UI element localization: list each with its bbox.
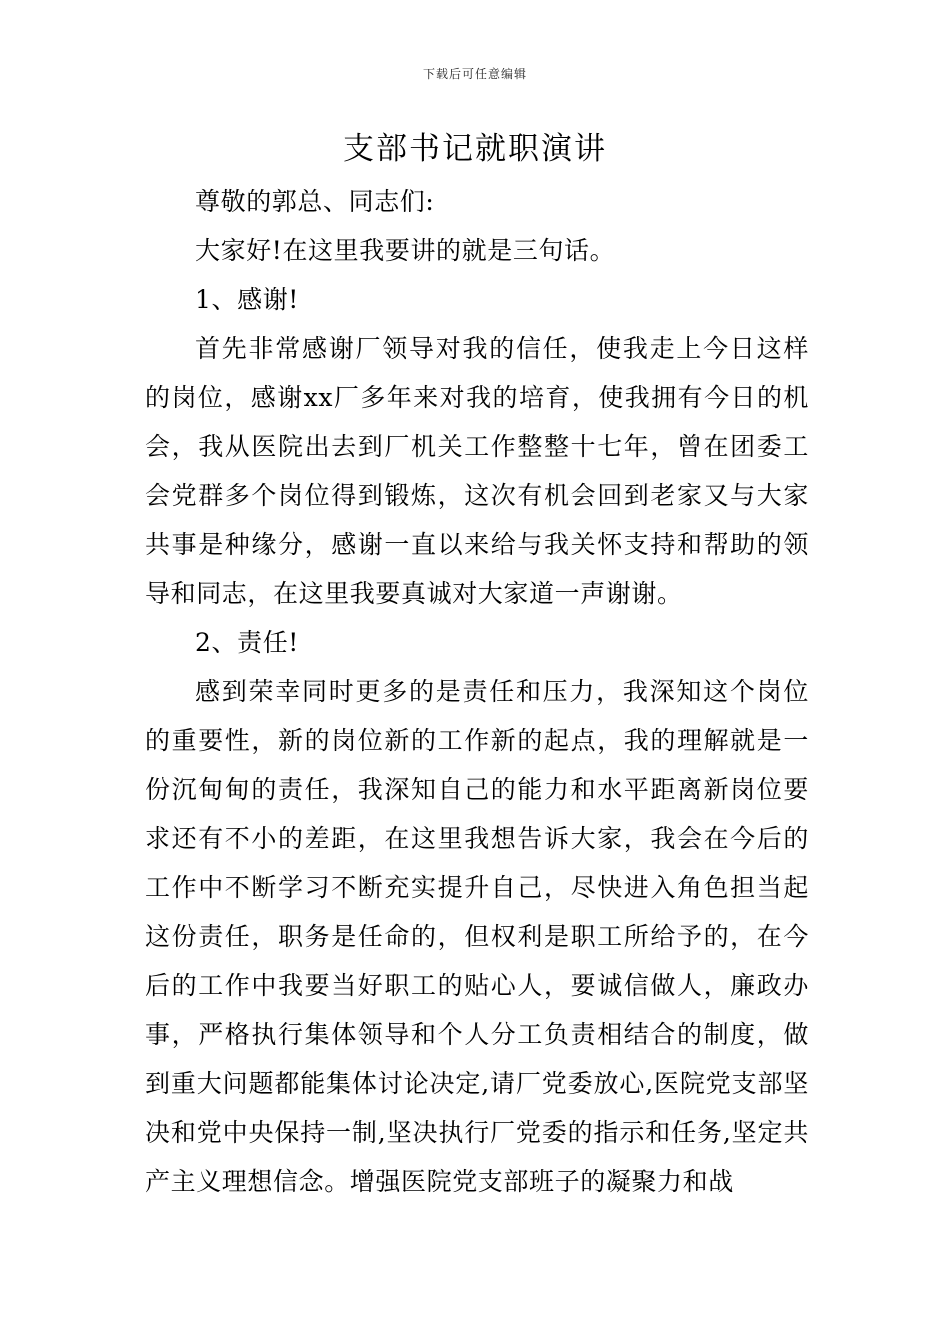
salutation-paragraph: 尊敬的郭总、同志们: bbox=[195, 187, 435, 216]
document-title: 支部书记就职演讲 bbox=[343, 131, 607, 167]
greeting-paragraph: 大家好!在这里我要讲的就是三句话。 bbox=[195, 236, 616, 265]
section-heading-responsibility: 2、责任! bbox=[195, 628, 299, 657]
responsibility-paragraph: 感到荣幸同时更多的是责任和压力，我深知这个岗位的重要性，新的岗位新的工作新的起点，我的理解就是一份沉甸甸的责任，我深知自己的能力和水平距离新岗位要求还有不小的差距，在这里我想告诉大家，我会在今后的工作中不断学习不断充实提升自己，尽快进入角色担当起这份责任，职务是任命的，但权利是职工所给予的，在今后的工作中我要当好职工的贴心人，要诚信做人，廉政办事，严格执行集体领导和个人分工负责相结合的制度，做到重大问题都能集体讨论决定,请厂党委放心,医院党支部坚决和党中央保持一制,坚决执行厂党委的指示和任务,坚定共产主义理想信念。增强医院党支部班子的凝聚力和战 bbox=[145, 677, 809, 1196]
thanks-paragraph: 首先非常感谢厂领导对我的信任，使我走上今日这样的岗位，感谢xx厂多年来对我的培育，使我拥有今日的机会，我从医院出去到厂机关工作整整十七年，曾在团委工会党群多个岗位得到锻炼，这次有机会回到老家又与大家共事是种缘分，感谢一直以来给与我关怀支持和帮助的领导和同志，在这里我要真诚对大家道一声谢谢。 bbox=[145, 334, 809, 608]
header-note: 下载后可任意编辑 bbox=[422, 67, 527, 81]
section-heading-thanks: 1、感谢! bbox=[195, 285, 299, 314]
document-body bbox=[145, 177, 809, 1206]
